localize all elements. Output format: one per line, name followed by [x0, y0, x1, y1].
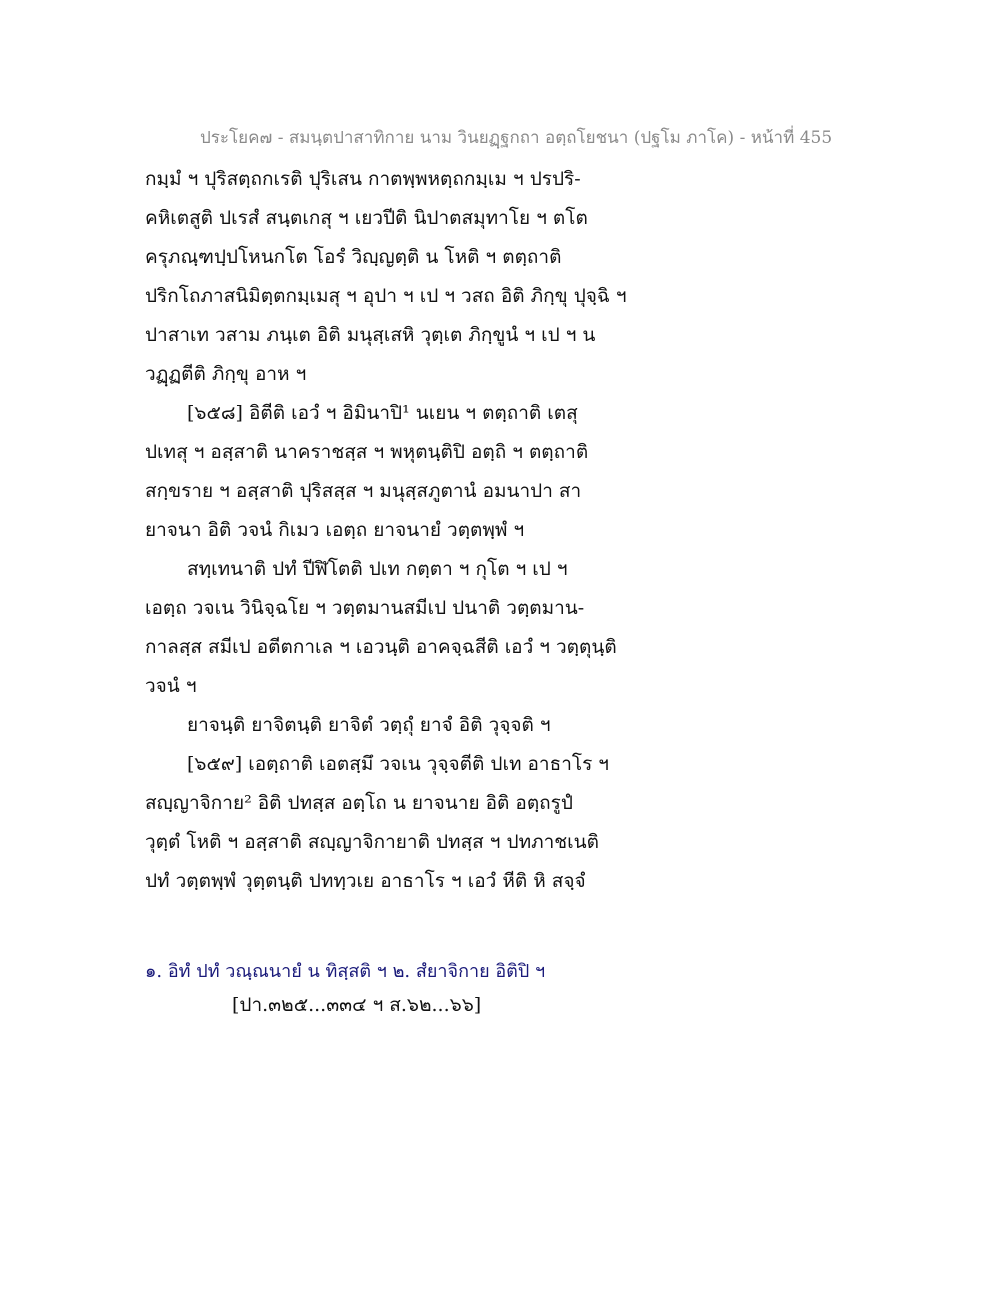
- text-line: [๖๕๘] อิตีติ เอวํ ฯ อิมินาปิ¹ นเยน ฯ ตตฺถาติ เตสุ: [187, 402, 578, 424]
- text-line: สญฺญาจิกาย² อิติ ปทสฺส อตฺโถ น ยาจนาย อิติ อตฺถรูปํ: [145, 792, 573, 814]
- text-line: ปทํ วตฺตพฺพํ วุตฺตนฺติ ปททฺวเย อาธาโร ฯ เอวํ หีติ หิ สจฺจํ: [145, 870, 586, 892]
- page-header: ประโยค๗ - สมนฺตปาสาทิกาย นาม วินยฏฺฐกถา อตฺถโยชนา (ปฐโม ภาโค) - หน้าที่ 455: [200, 128, 833, 148]
- text-line: คหิเตสูติ ปเรสํ สนฺตเกสุ ฯ เยวปีติ นิปาตสมุทาโย ฯ ตโต: [145, 207, 588, 229]
- text-line: สกฺขราย ฯ อสฺสาติ ปุริสสฺส ฯ มนุสฺสภูตานํ อมนาปา สา: [145, 480, 582, 502]
- text-line: ยาจนา อิติ วจนํ กิเมว เอตฺถ ยาจนายํ วตฺตพฺพํ ฯ: [145, 519, 525, 541]
- text-line: ยาจนฺติ ยาจิตนฺติ ยาจิตํ วตฺถุํ ยาจํ อิติ วุจฺจติ ฯ: [187, 714, 551, 736]
- body-text: [145, 160, 665, 901]
- text-line: [๖๕๙] เอตฺถาติ เอตสฺมึ วจเน วุจฺจตีติ ปเท อาธาโร ฯ: [187, 753, 609, 775]
- text-line: วุตฺตํ โหติ ฯ อสฺสาติ สญฺญาจิกายาติ ปทสฺส ฯ ปทภาชเนติ: [145, 831, 600, 853]
- footnote: ๑. อิทํ ปทํ วณฺณนายํ น ทิสฺสติ ฯ ๒. สํยาจิกาย อิติปิ ฯ: [145, 961, 546, 982]
- text-line: วฏฺฏตีติ ภิกฺขุ อาห ฯ: [145, 363, 307, 385]
- text-line: กาลสฺส สมีเป อตีตกาเล ฯ เอวนฺติ อาคจฺฉสีติ เอวํ ฯ วตฺตุนฺติ: [145, 636, 617, 658]
- text-line: ปริกโถภาสนิมิตฺตกมฺเมสุ ฯ อุปา ฯ เป ฯ วสถ อิติ ภิกฺขุ ปุจฺฉิ ฯ: [145, 285, 627, 307]
- text-line: เอตฺถ วจเน วินิจฺฉโย ฯ วตฺตมานสมีเป ปนาติ วตฺตมาน-: [145, 597, 585, 619]
- page-reference: [ปา.๓๒๕...๓๓๔ ฯ ส.๖๒...๖๖]: [232, 994, 482, 1016]
- text-line: ปาสาเท วสาม ภนฺเต อิติ มนุสฺเสหิ วุตฺเต ภิกฺขูนํ ฯ เป ฯ น: [145, 324, 596, 346]
- text-line: สทฺเทนาติ ปทํ ปีฬิโตติ ปเท กตฺตา ฯ กุโต ฯ เป ฯ: [187, 558, 568, 580]
- text-line: ปเทสุ ฯ อสฺสาติ นาคราชสฺส ฯ พหุตนฺติปิ อตฺถิ ฯ ตตฺถาติ: [145, 441, 589, 463]
- text-line: ครุภณฺฑปฺปโหนกโต โอรํ วิญฺญตฺติ น โหติ ฯ ตตฺถาติ: [145, 246, 562, 268]
- text-line: กมฺมํ ฯ ปุริสตฺถกเรติ ปุริเสน กาตพฺพหตฺถกมฺเม ฯ ปรปริ-: [145, 168, 581, 190]
- text-line: วจนํ ฯ: [145, 675, 197, 697]
